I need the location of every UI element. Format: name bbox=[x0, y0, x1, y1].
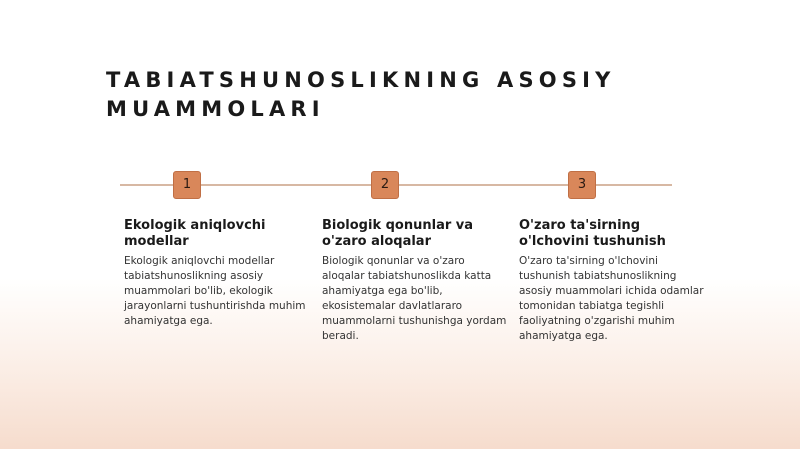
timeline-marker-2: 2 bbox=[371, 171, 399, 199]
timeline-item-title: Ekologik aniqlovchi modellar bbox=[124, 218, 266, 249]
slide-title-line-1: TABIATSHUNOSLIKNING ASOSIY bbox=[106, 68, 616, 92]
timeline-item-1 bbox=[124, 218, 310, 329]
timeline-item-description: O'zaro ta'sirning o'lchovini tushunish tabiatshunoslikning asosiy muammolari ichida odamlar tomonidan tabiatga tegishli faoliyatning o'zgarishi muhim ahamiyatga ega. bbox=[519, 255, 704, 342]
timeline-item-title: O'zaro ta'sirning o'lchovini tushunish bbox=[519, 218, 666, 249]
timeline-item-2 bbox=[322, 218, 508, 344]
timeline-marker-1: 1 bbox=[173, 171, 201, 199]
timeline-item-description: Ekologik aniqlovchi modellar tabiatshunoslikning asosiy muammolari bo'lib, ekologik jarayonlarni tushuntirishda muhim ahamiyatga ega. bbox=[124, 255, 306, 327]
slide-title bbox=[106, 66, 706, 124]
timeline-marker-3: 3 bbox=[568, 171, 596, 199]
slide-title-line-2: MUAMMOLARI bbox=[106, 97, 325, 121]
timeline-item-title: Biologik qonunlar va o'zaro aloqalar bbox=[322, 218, 474, 249]
timeline-item-3 bbox=[519, 218, 705, 344]
timeline-item-description: Biologik qonunlar va o'zaro aloqalar tabiatshunoslikda katta ahamiyatga ega bo'lib, ekosistemalar davlatlararo muammolarni tushunishga yordam beradi. bbox=[322, 255, 507, 342]
